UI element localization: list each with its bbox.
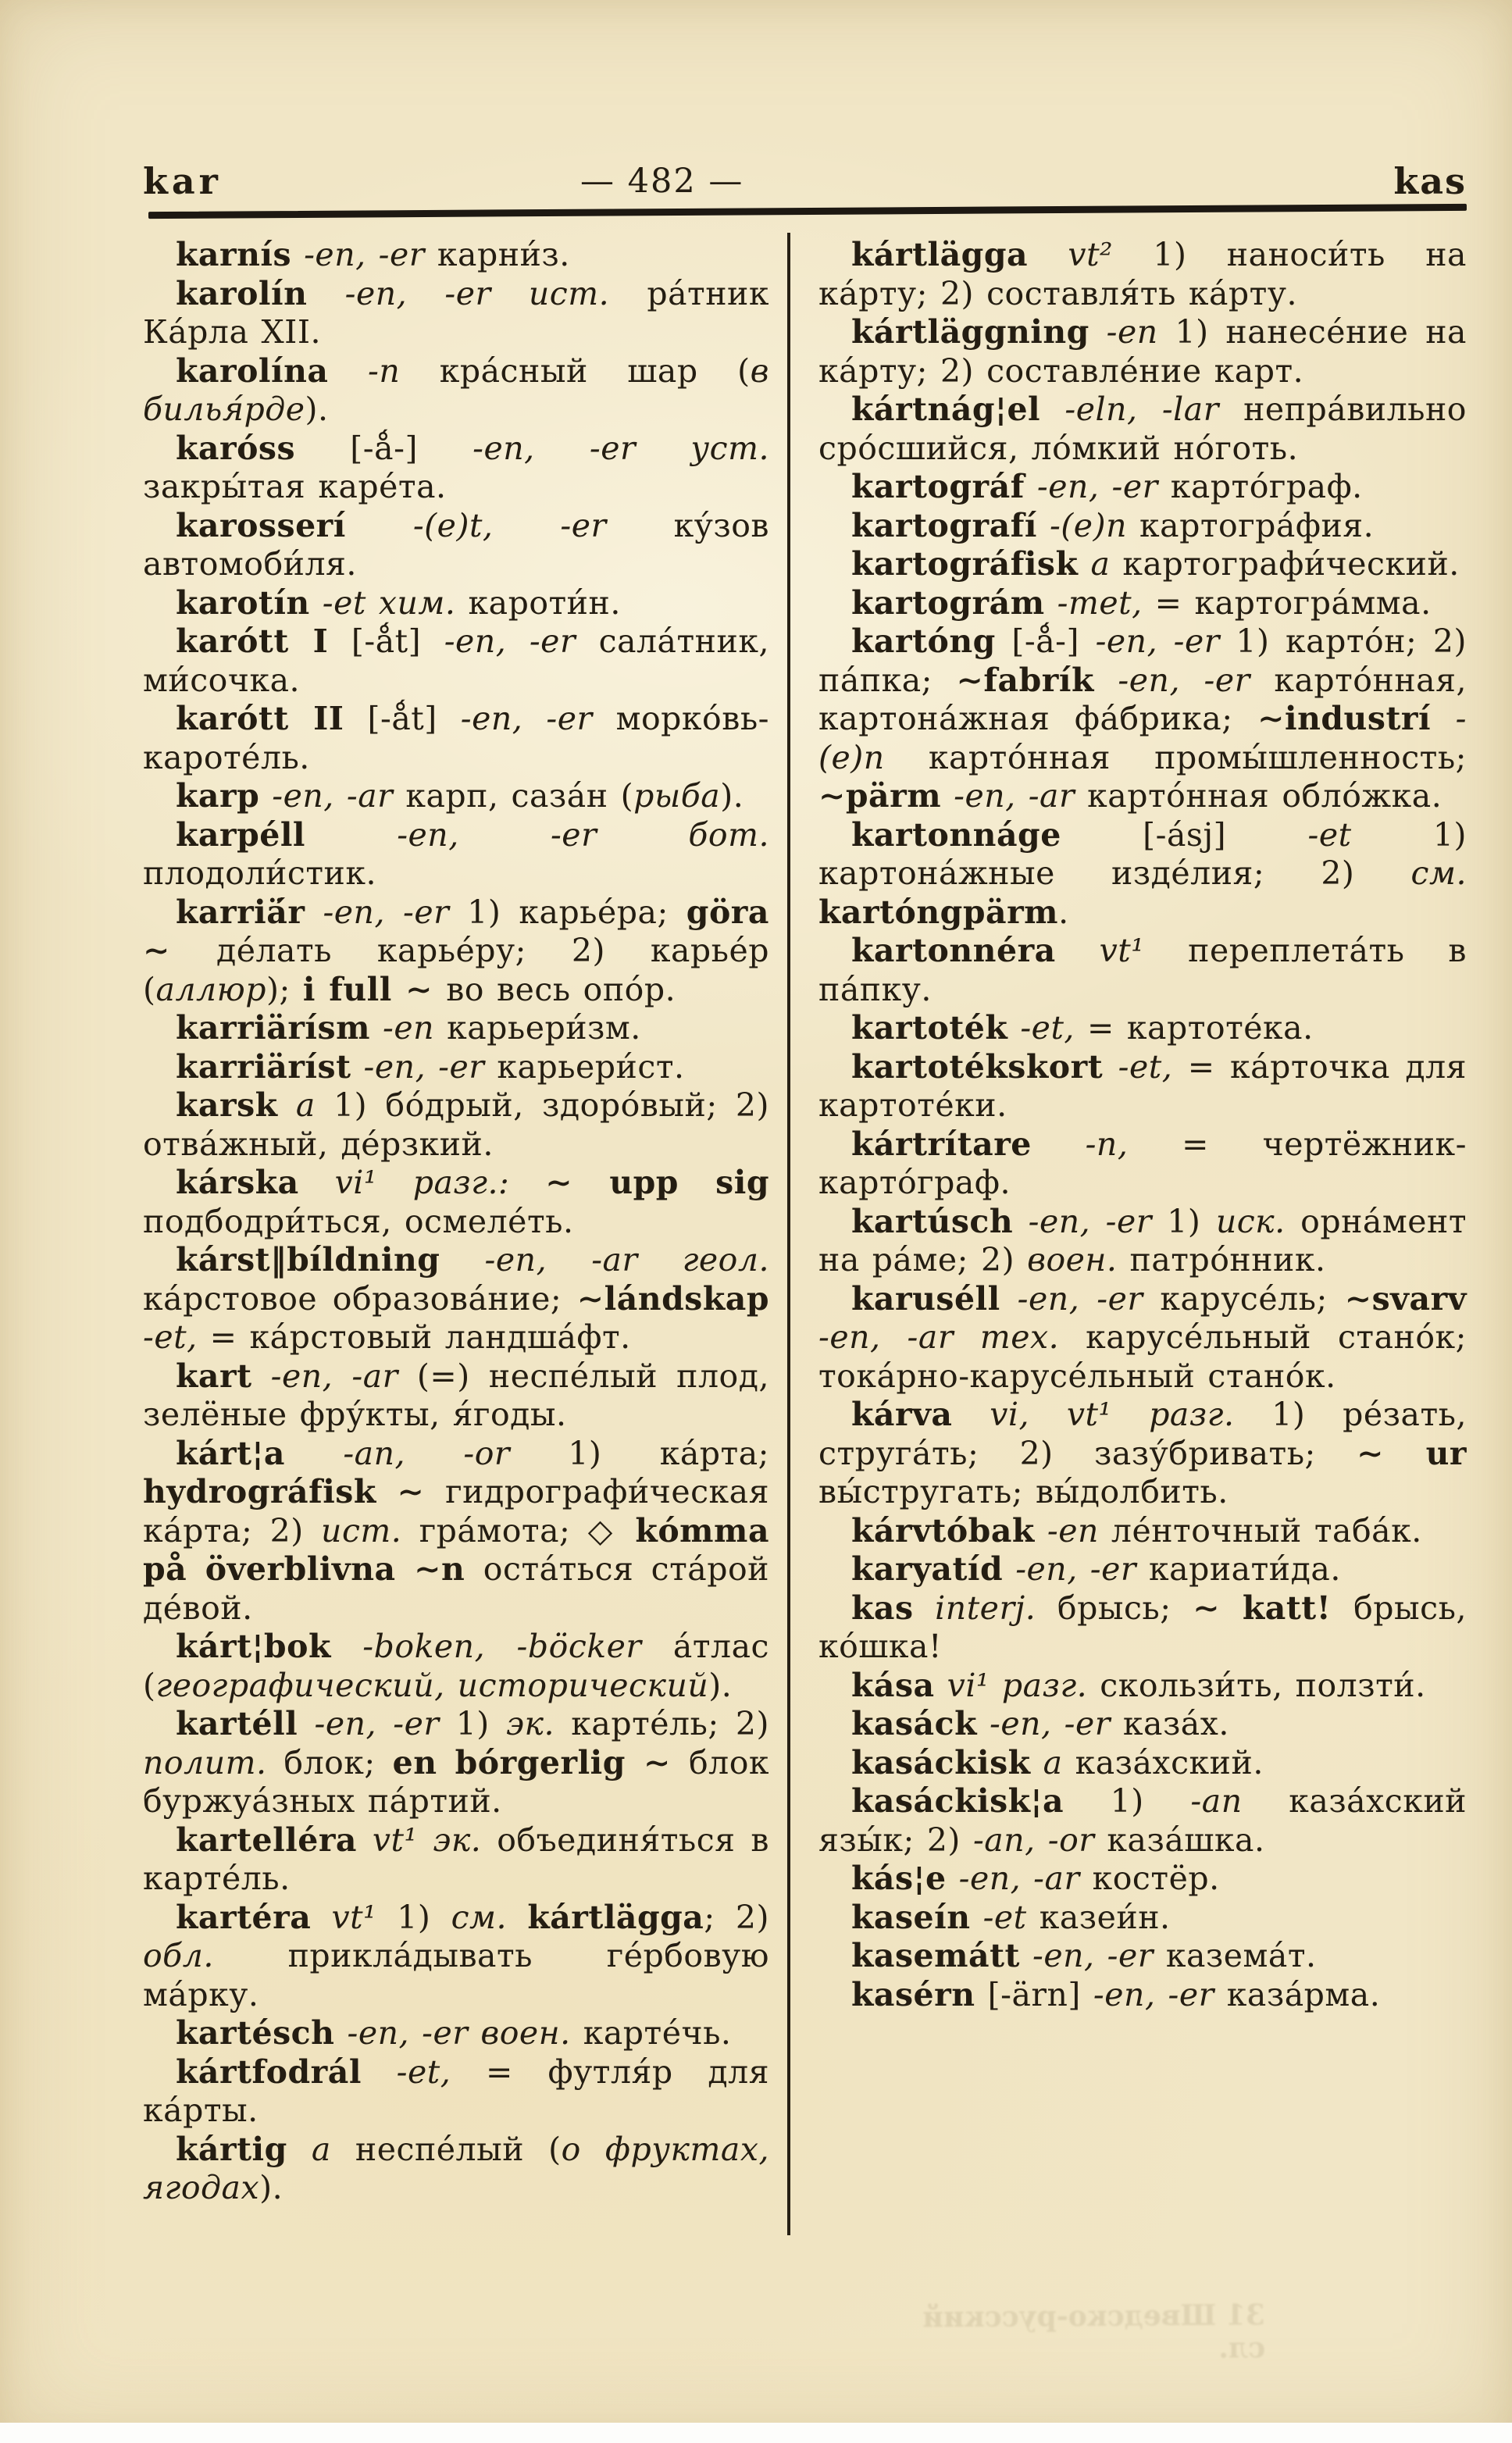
translation-text: карте́ль; 2)	[571, 1705, 769, 1742]
translation-text: = футля́р для ка́рты.	[143, 2052, 769, 2129]
grammar-label: -en, -er	[977, 1705, 1123, 1742]
grammar-label: рыба	[633, 777, 721, 815]
swedish-phrase: ∼lándskap	[576, 1279, 769, 1318]
translation-text: карусе́ль;	[1160, 1279, 1345, 1318]
translation-text: патро́нник.	[1129, 1241, 1326, 1279]
grammar-label: -en, -er уст.	[472, 429, 769, 467]
dictionary-entry	[143, 893, 769, 1010]
grammar-label: -en, -er	[351, 1047, 497, 1086]
translation-text: [-ǻt]	[328, 622, 444, 660]
grammar-label: аллюр	[155, 970, 266, 1008]
grammar-label: -en, -ar геол.	[440, 1241, 769, 1279]
dictionary-entry	[818, 236, 1467, 313]
translation-text: карто́нная, картона́жная фа́брика;	[818, 661, 1467, 737]
translation-text: каза́х.	[1122, 1705, 1229, 1742]
grammar-label: -an, -or	[972, 1821, 1107, 1859]
translation-text: 1)	[455, 1705, 507, 1742]
translation-text: 1) карье́ра;	[467, 893, 686, 931]
translation-text: сала́тник, ми́сочка.	[143, 622, 769, 699]
headword: karnís	[176, 236, 292, 273]
dictionary-entry	[143, 1821, 769, 1899]
show-through-text: 31 Шведско-русский сл.	[922, 2299, 1266, 2365]
grammar-label: -et,	[1007, 1009, 1087, 1047]
dictionary-entry	[818, 1203, 1467, 1280]
dictionary-entry	[143, 352, 769, 430]
grammar-label: -et,	[1103, 1047, 1188, 1086]
grammar-label: -en, -er бот.	[305, 815, 769, 854]
grammar-label: vt¹	[311, 1898, 398, 1936]
translation-text: каза́шка.	[1107, 1821, 1265, 1859]
grammar-label: -en, -er	[1003, 1550, 1150, 1588]
swedish-phrase: i full ∼	[302, 970, 447, 1008]
headword: kartésch	[176, 2014, 335, 2052]
translation-text: морко́вь-кароте́ль.	[143, 700, 769, 776]
translation-text: гидрографи́ческая ка́рта; 2)	[143, 1473, 769, 1550]
headword: kartelléra	[176, 1821, 358, 1859]
dictionary-entry	[818, 1899, 1467, 1938]
grammar-label: в билья́рде	[143, 351, 769, 428]
grammar-label: -(e)t, -er	[345, 506, 674, 544]
swedish-phrase: kártlägga	[527, 1898, 704, 1936]
headword: karosserí	[176, 506, 346, 544]
translation-text: подбодри́ться, осмеле́ть.	[143, 1202, 574, 1240]
grammar-label: -en, -ar тех.	[818, 1318, 1086, 1356]
translation-text: = ка́рстовый ландша́фт.	[209, 1318, 631, 1356]
translation-text: );	[266, 970, 303, 1008]
headword: karolín	[176, 274, 308, 312]
grammar-label: -et	[970, 1898, 1040, 1936]
grammar-label: -boken, -böcker	[330, 1628, 673, 1665]
swedish-phrase: ∼ ur	[1357, 1434, 1467, 1472]
grammar-label: -en, -er	[1095, 622, 1236, 660]
grammar-label: -n	[328, 351, 440, 390]
translation-text: объединя́ться в карте́ль.	[143, 1821, 769, 1897]
headword: kartéra	[176, 1898, 312, 1936]
grammar-label: -en, -er	[460, 700, 616, 737]
headword: kárt¦a	[176, 1434, 285, 1472]
dictionary-entry	[818, 622, 1467, 816]
grammar-label: географический, исторический	[155, 1666, 709, 1704]
headword: kasáckisk	[851, 1743, 1031, 1781]
translation-text: казеи́н.	[1039, 1898, 1171, 1936]
dictionary-entry	[143, 507, 769, 584]
translation-text: ку́зов автомоби́ля.	[143, 506, 769, 583]
swedish-phrase: kómma på överblivna ∼n	[143, 1511, 770, 1588]
translation-text: 1) картона́жные изде́лия; 2)	[818, 815, 1467, 892]
translation-text: ле́нточный таба́к.	[1111, 1511, 1422, 1550]
dictionary-entry	[143, 2014, 769, 2053]
grammar-label: -eln, -lar	[1040, 391, 1244, 428]
grammar-label: -an, -or	[285, 1434, 569, 1472]
headword: kártig	[176, 2130, 287, 2168]
headword: kartografí	[851, 506, 1037, 544]
dictionary-entry	[143, 1357, 769, 1435]
guide-word-left: kar	[143, 160, 222, 202]
translation-text: = чертёжник-карто́граф.	[818, 1125, 1467, 1201]
translation-text: каза́рма.	[1226, 1975, 1381, 2013]
translation-text: каза́хский.	[1075, 1743, 1264, 1781]
translation-text: непра́вильно сро́сшийся, ло́мкий но́готь.	[818, 391, 1467, 467]
dictionary-entry	[818, 1396, 1467, 1512]
translation-text: ра́тник Ка́рла XII.	[143, 274, 769, 351]
swedish-phrase: kartóngpärm	[818, 893, 1059, 931]
translation-text: [-ärn]	[975, 1975, 1093, 2013]
headword: karótt I	[176, 622, 329, 660]
dictionary-entry	[143, 1899, 769, 2015]
headword: karóss	[176, 429, 296, 467]
grammar-label: a	[1078, 545, 1123, 583]
translation-text: 1) бо́дрый, здоро́вый; 2) отва́жный, де́рзкий.	[143, 1086, 769, 1163]
dictionary-entry	[143, 1435, 769, 1628]
dictionary-entry	[143, 1705, 769, 1821]
dictionary-entry	[818, 932, 1467, 1009]
dictionary-entry	[818, 1782, 1467, 1860]
headword: karuséll	[851, 1279, 1000, 1318]
dictionary-entry	[143, 584, 769, 623]
translation-text: брысь, ко́шка!	[818, 1589, 1467, 1665]
translation-text: каза́хский язы́к; 2)	[818, 1782, 1467, 1859]
headword: karótt II	[176, 700, 344, 737]
translation-text: ; 2)	[704, 1898, 769, 1936]
headword: kartoték	[851, 1009, 1008, 1047]
headword: kártlägga	[851, 236, 1029, 273]
swedish-phrase: en bórgerlig ∼	[392, 1743, 689, 1781]
dictionary-entry	[143, 2053, 769, 2131]
dictionary-entry	[143, 1164, 769, 1241]
headword: kartográf	[851, 468, 1025, 505]
headword: kartéll	[176, 1705, 298, 1742]
grammar-label: полит.	[143, 1743, 284, 1781]
translation-text: = ка́рточка для картоте́ки.	[818, 1047, 1467, 1124]
headword: kártnág¦el	[851, 391, 1041, 428]
dictionary-entry	[818, 1589, 1467, 1667]
translation-text: ).	[305, 391, 329, 428]
headword: karp	[176, 777, 260, 815]
grammar-label: -en, -er	[291, 236, 437, 273]
translation-text: гра́мота; ◇	[419, 1511, 636, 1550]
headword: karotín	[176, 583, 310, 622]
translation-text: во весь опо́р.	[446, 970, 676, 1008]
grammar-label: -(e)n	[818, 700, 1467, 776]
translation-text: костёр.	[1092, 1860, 1220, 1897]
translation-text: ).	[259, 2169, 284, 2206]
dictionary-entry	[818, 1125, 1467, 1203]
dictionary-entry	[143, 700, 769, 777]
headword: karriä́r	[176, 893, 305, 931]
headword: kas	[851, 1589, 914, 1627]
grammar-label: -met,	[1044, 583, 1155, 622]
headword: kartonnéra	[851, 932, 1056, 969]
translation-text: прикла́дывать ге́рбовую ма́рку.	[143, 1937, 769, 2013]
page-header	[143, 160, 1467, 207]
headword: kaseín	[851, 1898, 971, 1936]
grammar-label: -en, -ar	[946, 1860, 1093, 1897]
translation-text: скользи́ть, ползти́.	[1100, 1666, 1426, 1704]
headword: kasáckisk¦a	[851, 1782, 1064, 1820]
translation-text: блок буржуа́зных па́ртий.	[143, 1743, 770, 1820]
translation-text: = картогра́мма.	[1154, 583, 1432, 622]
swedish-phrase: ∼ upp sig	[545, 1164, 769, 1201]
dictionary-entry	[143, 1086, 769, 1164]
dictionary-entry	[818, 1976, 1467, 2015]
headword: karolína	[176, 351, 329, 390]
grammar-label: см.	[1410, 854, 1467, 892]
headword: kása	[851, 1666, 935, 1704]
grammar-label: -en, -ar	[259, 777, 406, 815]
dictionary-entry	[818, 391, 1467, 468]
grammar-label: -en	[1089, 313, 1175, 351]
headword: kárt¦bok	[176, 1628, 331, 1665]
translation-text: блок;	[284, 1743, 393, 1781]
translation-text: брысь;	[1057, 1589, 1193, 1627]
dictionary-entry	[818, 545, 1467, 584]
grammar-label: a	[287, 2130, 355, 2168]
translation-text: 1) ре́зать, струга́ть; 2) зазу́бривать;	[818, 1396, 1467, 1472]
grammar-label: о фруктах, ягодах	[143, 2130, 769, 2206]
grammar-label: см.	[451, 1898, 528, 1936]
grammar-label: -en, -er	[1093, 1975, 1227, 2013]
headword: kasáck	[851, 1705, 977, 1742]
headword: kárvtóbak	[851, 1511, 1035, 1550]
dictionary-entry	[818, 1009, 1467, 1048]
translation-text: орна́мент на ра́ме; 2)	[818, 1202, 1467, 1279]
grammar-label: -en, -ar	[941, 777, 1088, 815]
grammar-label: -en, -er	[1019, 1937, 1166, 1974]
translation-text: кароти́н.	[468, 583, 621, 622]
translation-text: (=) неспе́лый плод, зелёные фру́кты, я́годы.	[143, 1357, 769, 1433]
dictionary-entry	[143, 1628, 769, 1705]
headword: kártläggning	[851, 313, 1089, 351]
translation-text: карусе́льный стано́к; тока́рно-карусе́льный стано́к.	[818, 1318, 1467, 1395]
translation-text: карте́чь.	[583, 2014, 732, 2052]
swedish-phrase: ∼svarv	[1344, 1279, 1467, 1318]
headword: kasérn	[851, 1975, 975, 2013]
grammar-label: -en, -er	[1093, 661, 1275, 699]
grammar-label: -en, -er	[1000, 1279, 1161, 1318]
dictionary-entry	[143, 275, 769, 352]
dictionary-entry	[143, 1241, 769, 1357]
dictionary-entry	[818, 1280, 1467, 1396]
translation-text: ).	[708, 1666, 733, 1704]
grammar-label: vt¹ эк.	[357, 1821, 497, 1859]
translation-text: [-ǻ-]	[995, 622, 1096, 660]
grammar-label: -an	[1190, 1782, 1289, 1820]
dictionary-entry	[143, 622, 769, 700]
grammar-label: -en, -ar	[251, 1357, 417, 1395]
translation-text: карьери́зм.	[447, 1009, 641, 1047]
dictionary-entry	[143, 777, 769, 816]
dictionary-entry	[818, 1744, 1467, 1783]
dictionary-entry	[143, 2131, 769, 2208]
translation-text: [-ǻ-]	[295, 429, 473, 467]
swedish-phrase: ∼industrí	[1257, 700, 1432, 737]
headword: kartográfisk	[851, 545, 1079, 583]
translation-text: 1)	[397, 1898, 451, 1936]
translation-text: ка́рстовое образова́ние;	[143, 1279, 577, 1318]
translation-text: казема́т.	[1165, 1937, 1317, 1974]
grammar-label: a	[277, 1086, 334, 1124]
headword: kart	[176, 1357, 252, 1395]
grammar-label: эк.	[506, 1705, 572, 1742]
headword: karyatíd	[851, 1550, 1004, 1588]
grammar-label: vi, vt¹ разг.	[952, 1396, 1272, 1433]
grammar-label: -en, -er	[305, 893, 468, 931]
translation-text: .	[1058, 893, 1069, 931]
translation-text: вы́стругать; вы́долбить.	[818, 1473, 1228, 1510]
grammar-label: обл.	[143, 1937, 288, 1974]
grammar-label: interj.	[913, 1589, 1057, 1627]
dictionary-entry	[143, 1009, 769, 1048]
headword: kárska	[176, 1164, 299, 1201]
translation-text: карто́нная обло́жка.	[1087, 777, 1442, 815]
headword: kárva	[851, 1396, 953, 1433]
translation-text: карни́з.	[437, 236, 570, 273]
dictionary-entry	[818, 1550, 1467, 1589]
headword: karsk	[176, 1086, 278, 1124]
grammar-label: -(e)n	[1036, 506, 1140, 544]
dictionary-entry	[143, 816, 769, 893]
headword: kasemátt	[851, 1937, 1020, 1974]
grammar-label: -en, -er	[1013, 1202, 1168, 1240]
headword: kartotékskort	[851, 1047, 1104, 1086]
dictionary-entry	[818, 1048, 1467, 1125]
grammar-label: -en, -er воен.	[334, 2014, 583, 2052]
translation-text: 1) нанесе́ние на ка́рту; 2) составле́ние карт.	[818, 313, 1467, 390]
translation-text: кариати́да.	[1149, 1550, 1341, 1588]
grammar-label: воен.	[1027, 1241, 1130, 1279]
dictionary-entry	[818, 1937, 1467, 1976]
translation-text: картогра́фия.	[1139, 506, 1375, 544]
headword: kártfodrál	[176, 2052, 362, 2091]
headword: kárst‖bíldning	[176, 1241, 440, 1279]
translation-text: ).	[720, 777, 744, 815]
translation-text: неспе́лый (	[355, 2130, 562, 2168]
grammar-label: vt²	[1028, 236, 1154, 273]
grammar-label: vi¹ разг.	[934, 1666, 1100, 1704]
translation-text: 1)	[1167, 1202, 1216, 1240]
swedish-phrase: ∼fabrík	[956, 661, 1094, 699]
grammar-label: -en	[1034, 1511, 1111, 1550]
translation-text: = картоте́ка.	[1087, 1009, 1314, 1047]
swedish-phrase: göra ∼	[143, 893, 769, 969]
translation-text: переплета́ть в па́пку.	[818, 932, 1467, 1008]
swedish-phrase: hydrográfisk ∼	[143, 1473, 446, 1510]
headword: kartonnáge	[851, 815, 1061, 854]
translation-text: плодоли́стик.	[143, 854, 376, 892]
grammar-label: -n,	[1031, 1125, 1182, 1163]
left-column	[143, 236, 769, 2208]
translation-text: [-ásj]	[1061, 815, 1308, 854]
dictionary-entry	[818, 1667, 1467, 1706]
dictionary-entry	[818, 468, 1467, 507]
headword: kartúsch	[851, 1202, 1014, 1240]
translation-text: кра́сный шар (	[439, 351, 751, 390]
grammar-label: -et хим.	[309, 583, 469, 622]
guide-word-right: kas	[1393, 160, 1467, 202]
dictionary-entry	[143, 236, 769, 275]
translation-text: карьери́ст.	[497, 1047, 685, 1086]
grammar-label: -et,	[143, 1318, 210, 1356]
grammar-label: -et	[1307, 815, 1433, 854]
translation-text: 1) ка́рта;	[568, 1434, 769, 1472]
dictionary-entry	[818, 313, 1467, 391]
translation-text: де́лать карье́ру; 2) карье́р (	[143, 932, 769, 1008]
grammar-label: ист.	[321, 1511, 419, 1550]
translation-text: 1)	[1064, 1782, 1191, 1820]
grammar-label: -en	[369, 1009, 448, 1047]
dictionary-entry	[818, 507, 1467, 546]
dictionary-entry	[818, 1860, 1467, 1899]
translation-text: оста́ться ста́рой де́вой.	[143, 1550, 770, 1627]
translation-text: карто́граф.	[1170, 468, 1363, 505]
headword: karpéll	[176, 815, 305, 854]
translation-text: 1) наноси́ть на ка́рту; 2) составля́ть ка́рту.	[818, 236, 1467, 312]
grammar-label: иск.	[1215, 1202, 1301, 1240]
dictionary-entry	[143, 1048, 769, 1087]
headword: kás¦e	[851, 1860, 947, 1897]
grammar-label: -en, -er	[1024, 468, 1171, 505]
headword: karriäríst	[176, 1047, 351, 1086]
column-divider	[787, 233, 790, 2235]
translation-text: карто́нная промы́шленность;	[928, 738, 1467, 776]
right-column	[818, 236, 1467, 2014]
translation-text: карп, саза́н (	[405, 777, 634, 815]
grammar-label: -en, -er	[444, 622, 599, 660]
grammar-label: vi¹ разг.:	[298, 1164, 546, 1201]
headword: karriärísm	[176, 1009, 370, 1047]
swedish-phrase: ∼ katt!	[1193, 1589, 1354, 1627]
translation-text: 1) карто́н; 2) па́пка;	[818, 622, 1467, 699]
page-number: — 482 —	[580, 162, 744, 201]
swedish-phrase: ∼pärm	[818, 777, 942, 815]
dictionary-entry	[143, 430, 769, 507]
headword: kártrítare	[851, 1125, 1032, 1163]
grammar-label: -et,	[361, 2052, 486, 2091]
grammar-label: a	[1030, 1743, 1075, 1781]
translation-text: закры́тая каре́та.	[143, 468, 447, 505]
headword: kartográm	[851, 583, 1045, 622]
translation-text: а́тлас (	[143, 1628, 769, 1704]
dictionary-entry	[818, 1705, 1467, 1744]
grammar-label: -en, -er	[298, 1705, 456, 1742]
dictionary-entry	[818, 1512, 1467, 1551]
headword: kartóng	[851, 622, 996, 660]
scan-edge	[0, 2423, 1512, 2443]
translation-text: [-ǻt]	[344, 700, 461, 737]
dictionary-entry	[818, 584, 1467, 623]
grammar-label: -en, -er ист.	[307, 274, 647, 312]
grammar-label: vt¹	[1055, 932, 1189, 969]
dictionary-entry	[818, 816, 1467, 933]
translation-text: картографи́ческий.	[1122, 545, 1460, 583]
